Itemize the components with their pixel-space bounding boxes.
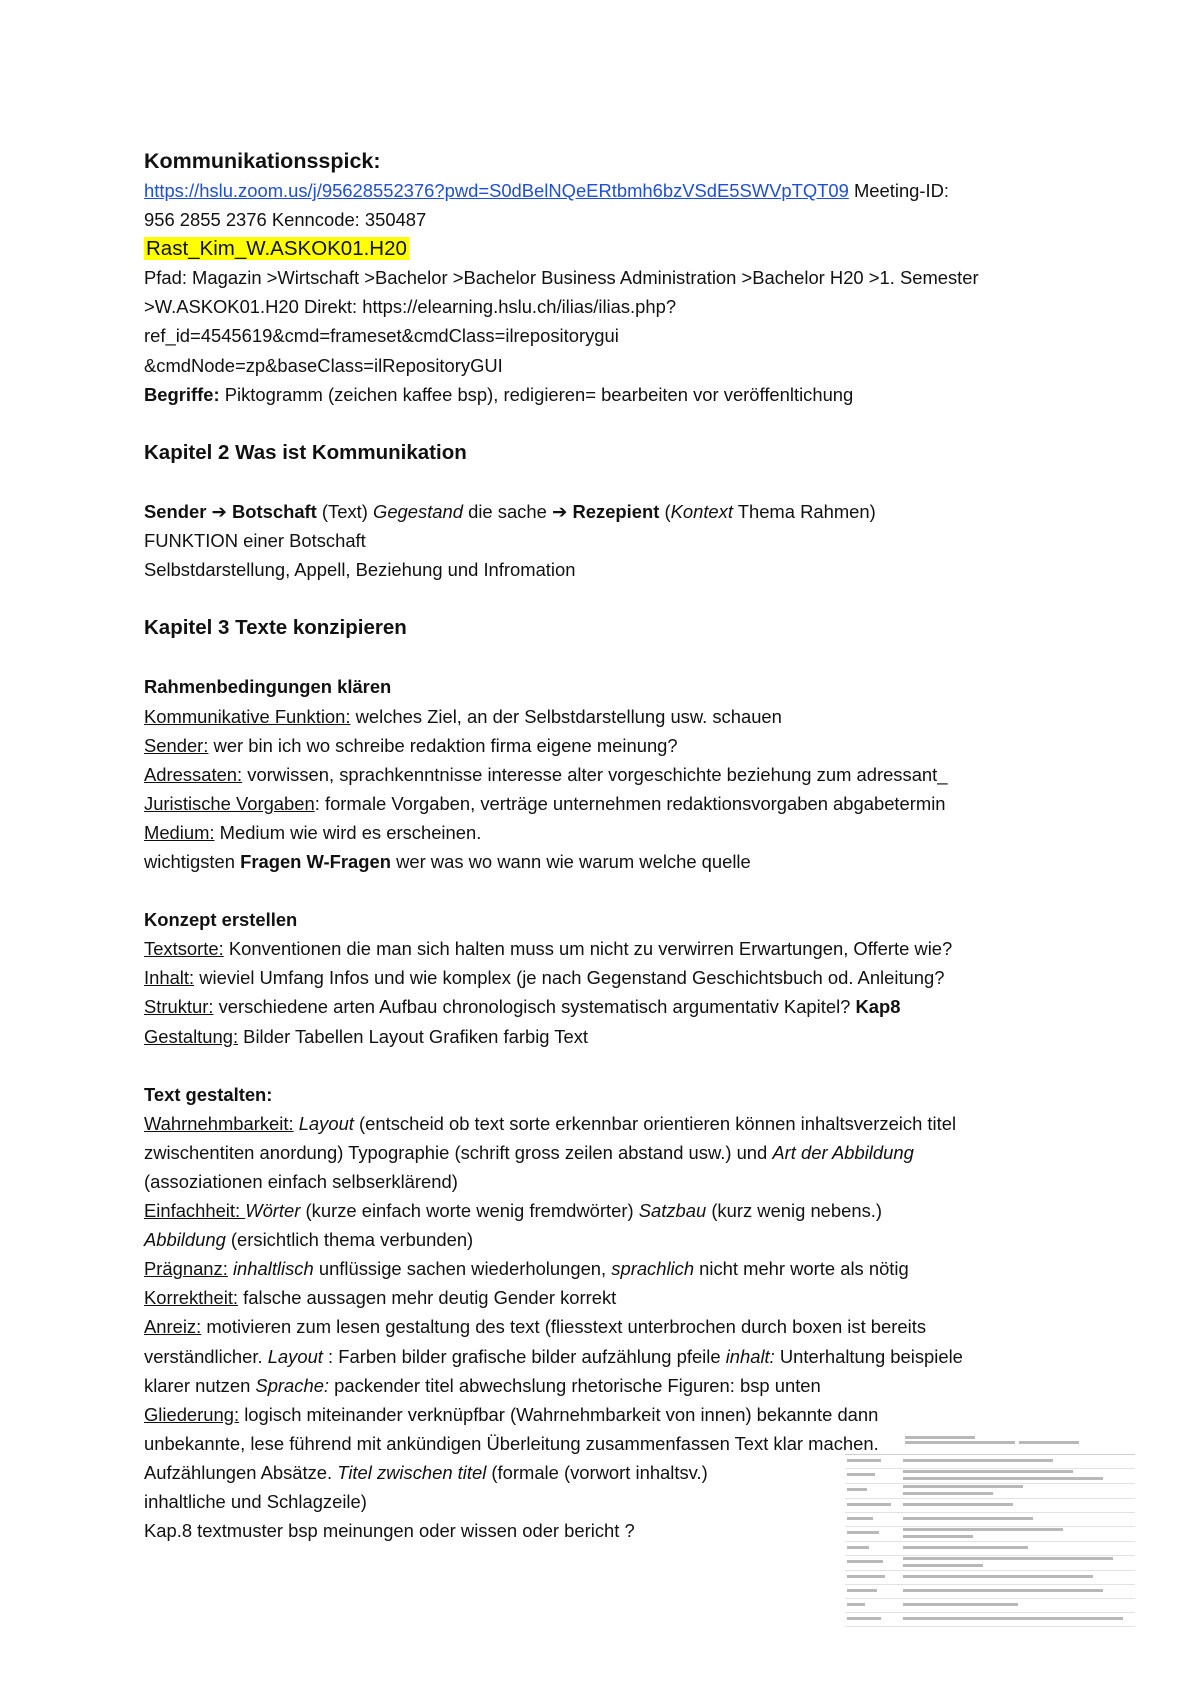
- anreiz-text-3: : Farben bilder grafische bilder aufzählung pfeile: [322, 1345, 726, 1367]
- w-fragen-pre: wichtigsten: [144, 850, 241, 872]
- konzept-item: [144, 963, 1074, 992]
- path-line-3: ref_id=4545619&cmd=frameset&cmdClass=ilrepositorygui: [144, 325, 619, 347]
- typographie-text: zwischentiten anordung) Typographie (schrift gross zeilen abstand usw.) und: [144, 1141, 773, 1163]
- table-image-row: [845, 1527, 1135, 1542]
- text-gestalten-title: Text gestalten:: [144, 1083, 273, 1105]
- rahmen-item-text: welches Ziel, an der Selbstdarstellung usw. schauen: [350, 705, 782, 727]
- sache-term: die sache: [463, 500, 552, 522]
- table-image-header: [845, 1432, 1135, 1455]
- inhaltlisch-term: inhaltlisch: [232, 1258, 314, 1280]
- table-image-row: [845, 1542, 1135, 1556]
- rezepient-term: Rezepient: [567, 500, 660, 522]
- korrektheit-label: Korrektheit:: [144, 1287, 239, 1309]
- rahmen-item: [144, 818, 1074, 847]
- wahrnehmbarkeit-line-3: (assoziationen einfach selbserklärend): [144, 1171, 458, 1192]
- anreiz-line: [144, 1312, 1074, 1341]
- document-title: Kommunikationsspick:: [144, 149, 381, 173]
- meeting-credentials: 956 2855 2376 Kenncode: 350487: [144, 209, 427, 231]
- gliederung-line-4: inhaltliche und Schlagzeile): [144, 1491, 367, 1513]
- text-term: (Text): [316, 500, 374, 522]
- rahmen-item: [144, 731, 1074, 760]
- funktion-line: FUNKTION einer Botschaft: [144, 530, 366, 552]
- rahmenbedingungen-title: Rahmenbedingungen klären: [144, 676, 392, 698]
- konzept-item-text: wieviel Umfang Infos und wie komplex (je nach Gegenstand Geschichtsbuch od. Anleitung?: [194, 967, 945, 989]
- chapter-3-heading: Kapitel 3 Texte konzipieren: [144, 616, 407, 640]
- konzept-item-struktur: [144, 992, 1074, 1021]
- inhalt-term: inhalt:: [725, 1345, 775, 1367]
- rahmen-item-label: Medium:: [144, 821, 215, 843]
- botschaft-term: Botschaft: [226, 500, 317, 522]
- gestaltung-text: Bilder Tabellen Layout Grafiken farbig Text: [238, 1025, 589, 1047]
- arrow-right-icon: ➔: [551, 500, 568, 522]
- einfachheit-text: (kurze einfach worte wenig fremdwörter): [300, 1200, 639, 1222]
- course-code-highlight: Rast_Kim_W.ASKOK01.H20: [146, 237, 407, 261]
- anreiz-line-2: [144, 1342, 1074, 1371]
- rahmen-item: [144, 702, 1074, 731]
- woerter-term: Wörter: [245, 1200, 301, 1222]
- rahmen-item: [144, 789, 1074, 818]
- konzept-item-gestaltung: [144, 1022, 1074, 1051]
- struktur-label: Struktur:: [144, 996, 214, 1018]
- konzept-item-label: Inhalt:: [144, 967, 195, 989]
- kontext-rest: Thema Rahmen): [732, 500, 876, 522]
- rahmen-item-label: Adressaten:: [144, 763, 243, 785]
- document-content: [144, 146, 1074, 1545]
- rahmen-item-label: Kommunikative Funktion:: [144, 705, 351, 727]
- funktion-list: Selbstdarstellung, Appell, Beziehung und Infromation: [144, 559, 576, 581]
- konzept-item-label: Textsorte:: [144, 938, 224, 960]
- rahmen-item-text: : formale Vorgaben, verträge unternehmen redaktionsvorgaben abgabetermin: [314, 792, 946, 814]
- titel-zwischen-titel-term: Titel zwischen titel: [337, 1461, 487, 1483]
- table-image-row: [845, 1455, 1135, 1469]
- course-code-line: [144, 234, 1074, 263]
- konzept-item-text: Konventionen die man sich halten muss um nicht zu verwirren Erwartungen, Offerte wie?: [223, 938, 953, 960]
- anreiz-label: Anreiz:: [144, 1316, 202, 1338]
- meeting-line: [144, 176, 1074, 205]
- kap8-line: Kap.8 textmuster bsp meinungen oder wissen oder bericht ?: [144, 1520, 635, 1542]
- struktur-text: verschiedene arten Aufbau chronologisch systematisch argumentativ Kapitel?: [213, 996, 856, 1018]
- table-image-row: [845, 1585, 1135, 1599]
- path-line-4: &cmdNode=zp&baseClass=ilRepositoryGUI: [144, 354, 503, 376]
- arrow-right-icon: ➔: [211, 500, 227, 522]
- table-image-row: [845, 1599, 1135, 1613]
- rahmen-item-text: vorwissen, sprachkenntnisse interesse alter vorgeschichte beziehung zum adressant_: [242, 763, 948, 785]
- praegnanz-text: unflüssige sachen wiederholungen,: [313, 1258, 612, 1280]
- gliederung-line-2: unbekannte, lese führend mit ankündigen Überleitung zusammenfassen Text klar machen.: [144, 1432, 879, 1454]
- gliederung-label: Gliederung:: [144, 1403, 240, 1425]
- praegnanz-text-2: nicht mehr worte als nötig: [694, 1258, 909, 1280]
- sender-term: Sender: [144, 500, 212, 522]
- paren-open: (: [659, 500, 671, 522]
- praegnanz-label: Prägnanz:: [144, 1258, 228, 1280]
- table-image-row: [845, 1484, 1135, 1499]
- communication-model-line: [144, 497, 1074, 526]
- table-image-row: [845, 1571, 1135, 1585]
- kontext-term: Kontext: [670, 500, 733, 522]
- wahrnehmbarkeit-line-2: [144, 1138, 1074, 1167]
- anreiz-text-6: packender titel abwechslung rhetorische Figuren: bsp unten: [329, 1374, 821, 1396]
- path-line-2: >W.ASKOK01.H20 Direkt: https://elearning.hslu.ch/ilias/ilias.php?: [144, 296, 677, 318]
- path-line-1: Pfad: Magazin >Wirtschaft >Bachelor >Bachelor Business Administration >Bachelor H20 >1. Semester: [144, 267, 979, 289]
- formale-text: (formale (vorwort inhaltsv.): [486, 1461, 708, 1483]
- rahmen-item-label: Sender:: [144, 734, 209, 756]
- w-fragen-bold: Fragen W-Fragen: [240, 850, 391, 872]
- korrektheit-text: falsche aussagen mehr deutig Gender korrekt: [238, 1287, 617, 1309]
- anreiz-text: motivieren zum lesen gestaltung des text (fliesstext unterbrochen durch boxen ist bereits: [201, 1316, 927, 1338]
- rahmen-item-text: Medium wie wird es erscheinen.: [214, 821, 482, 843]
- zoom-link[interactable]: https://hslu.zoom.us/j/95628552376?pwd=S0dBelNQeERtbmh6bzVSdE5SWVpTQT09: [144, 180, 849, 201]
- gliederung-line: [144, 1400, 1074, 1429]
- praegnanz-line: [144, 1254, 1074, 1283]
- embedded-table-image: [845, 1432, 1135, 1696]
- satzbau-text: (kurz wenig nebens.): [706, 1200, 883, 1222]
- struktur-kap8: Kap8: [855, 996, 901, 1018]
- konzept-title: Konzept erstellen: [144, 909, 298, 931]
- wahrnehmbarkeit-label: Wahrnehmbarkeit:: [144, 1112, 294, 1134]
- rahmen-item-text: wer bin ich wo schreibe redaktion firma eigene meinung?: [208, 734, 678, 756]
- gliederung-text: logisch miteinander verknüpfbar (Wahrnehmbarkeit von innen) bekannte dann: [239, 1403, 879, 1425]
- w-fragen-post: wer was wo wann wie warum welche quelle: [390, 850, 751, 872]
- gegenstand-term: Gegestand: [373, 500, 463, 522]
- layout-term-2: Layout: [267, 1345, 323, 1367]
- satzbau-term: Satzbau: [638, 1200, 707, 1222]
- rahmen-item: [144, 760, 1074, 789]
- table-image-row: [845, 1499, 1135, 1513]
- gestaltung-label: Gestaltung:: [144, 1025, 239, 1047]
- einfachheit-label: Einfachheit:: [144, 1200, 246, 1222]
- art-der-abbildung-term: Art der Abbildung: [772, 1141, 914, 1163]
- wahrnehmbarkeit-line: [144, 1109, 1074, 1138]
- begriffe-text: Piktogramm (zeichen kaffee bsp), redigieren= bearbeiten vor veröffenltichung: [219, 383, 854, 405]
- aufzaehlungen-text: Aufzählungen Absätze.: [144, 1461, 338, 1483]
- meeting-id-label: Meeting-ID:: [848, 180, 950, 201]
- sprachlich-term: sprachlich: [611, 1258, 695, 1280]
- layout-term: Layout: [298, 1112, 354, 1134]
- begriffe-line: [144, 380, 1074, 409]
- table-image-row: [845, 1613, 1135, 1627]
- wahrnehmbarkeit-text: (entscheid ob text sorte erkennbar orientieren können inhaltsverzeich titel: [353, 1112, 957, 1134]
- abbildung-line: [144, 1225, 1074, 1254]
- rahmen-item-label: Juristische Vorgaben: [144, 792, 315, 814]
- anreiz-text-2: verständlicher.: [144, 1345, 268, 1367]
- anreiz-text-5: klarer nutzen: [144, 1374, 256, 1396]
- anreiz-text-4: Unterhaltung beispiele: [774, 1345, 963, 1367]
- einfachheit-line: [144, 1196, 1074, 1225]
- table-image-row: [845, 1513, 1135, 1527]
- table-image-row: [845, 1469, 1135, 1484]
- w-fragen-line: [144, 847, 1074, 876]
- chapter-2-heading: Kapitel 2 Was ist Kommunikation: [144, 440, 467, 464]
- table-image-row: [845, 1556, 1135, 1571]
- abbildung-term: Abbildung: [144, 1229, 226, 1251]
- korrektheit-line: [144, 1283, 1074, 1312]
- sprache-term: Sprache:: [255, 1374, 330, 1396]
- abbildung-text: (ersichtlich thema verbunden): [225, 1229, 474, 1251]
- begriffe-label: Begriffe:: [144, 383, 220, 405]
- konzept-item: [144, 934, 1074, 963]
- anreiz-line-3: [144, 1371, 1074, 1400]
